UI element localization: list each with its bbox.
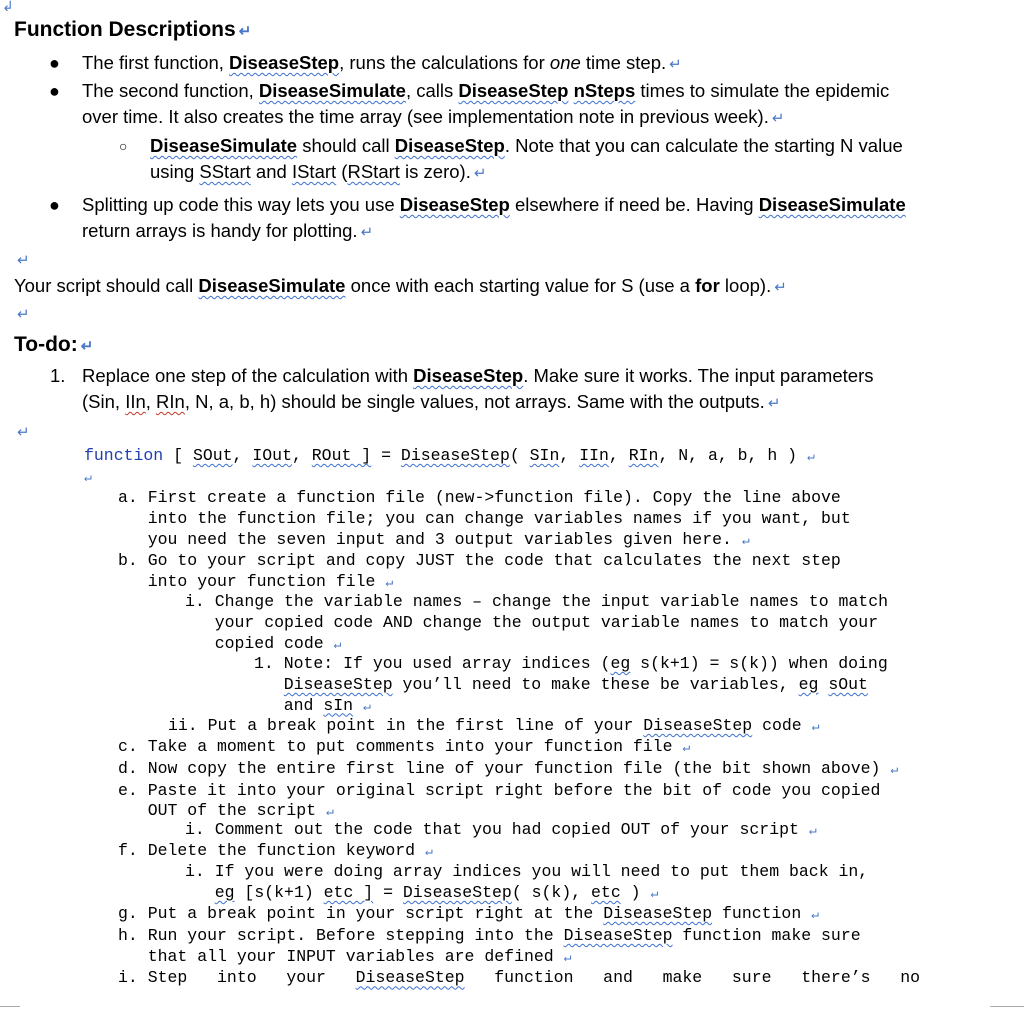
steps-g-i: g. Put a break point in your script right at the DiseaseStep function ↵ h. Run your script. Before stepping into the DiseaseStep function make sure that all your INPUT variables are defined ↵ i. Step into your DiseaseStep function and make sure there’s no (118, 904, 921, 988)
script-instruction: Your script should call DiseaseSimulate once with each starting value for S (use a for loop). ↵ (14, 275, 787, 296)
bullet-3: ● Splitting up code this way lets you use DiseaseStep elsewhere if need be. Having DiseaseSimulate return arrays is handy for plotting. ↵ (49, 194, 906, 241)
step-b-i-1: 1. Note: If you used array indices (eg s(k+1) = s(k)) when doing DiseaseStep you’ll need to make these be variables, eg sOut and sIn ↵ (254, 654, 888, 715)
bullet-2: ● The second function, DiseaseSimulate, calls DiseaseStep nSteps times to simulate the epidemic over time. It also creates the time array (see implementation note in previous week). ↵ (49, 80, 890, 127)
todo-step-1: 1. Replace one step of the calculation with DiseaseStep. Make sure it works. The input parameters (Sin, IIn, RIn, N, a, b, h) should be single values, not arrays. Same with the outputs. ↵ (50, 365, 874, 412)
todo-title: To-do: ↵ (14, 333, 94, 356)
step-b-i: i. Change the variable names – change the input variable names to match your copied code AND change the output variable names to match your copied code ↵ (185, 592, 889, 653)
step-a: a. First create a function file (new->function file). Copy the line above into the function file; you can change variables names if you want, but you need the seven input and 3 output variables given here. ↵ b. Go to your script and copy JUST the code that calculates the next step into your function file ↵ (118, 488, 851, 592)
step-b-ii: ii. Put a break point in the first line of your DiseaseStep code ↵ (168, 716, 820, 735)
step-e-i: i. Comment out the code that you had copied OUT of your script ↵ (185, 820, 817, 839)
section-title: Function Descriptions ↵ (14, 18, 252, 41)
page-edge-left (0, 1006, 20, 1007)
empty-line: ↵ (17, 306, 30, 323)
empty-line: ↵ (17, 252, 30, 269)
code-function-signature: function [ SOut, IOut, ROut ] = DiseaseStep( SIn, IIn, RIn, N, a, b, h ) ↵ (84, 446, 815, 465)
bullet-1: ● The first function, DiseaseStep, runs the calculations for one time step. ↵ (82, 50, 982, 78)
bullet-dot-icon: ● (49, 53, 60, 73)
steps-c-e: c. Take a moment to put comments into your function file ↵ d. Now copy the entire first line of your function file (the bit shown above) ↵ e. Paste it into your original script right before the bit of code you copied OUT of the script ↵ (118, 737, 899, 821)
empty-code-line: ↵ (84, 470, 92, 485)
step-f-i: i. If you were doing array indices you will need to put them back in, eg [s(k+1) etc ] = DiseaseStep( s(k), etc ) ↵ (185, 862, 869, 902)
corner-arrow-icon: ↲ (2, 0, 14, 14)
circle-bullet-icon: ○ (119, 138, 128, 154)
empty-line: ↵ (17, 424, 30, 441)
bullet-dot-icon: ● (49, 81, 60, 101)
bullet-dot-icon: ● (49, 195, 60, 215)
step-f: f. Delete the function keyword ↵ (118, 841, 433, 860)
sub-bullet: ○ DiseaseSimulate should call DiseaseStep. Note that you can calculate the starting N value using SStart and IStart (RStart is zero). ↵ (119, 135, 903, 182)
page-edge-right (990, 1006, 1024, 1007)
return-icon: ↵ (238, 23, 252, 40)
